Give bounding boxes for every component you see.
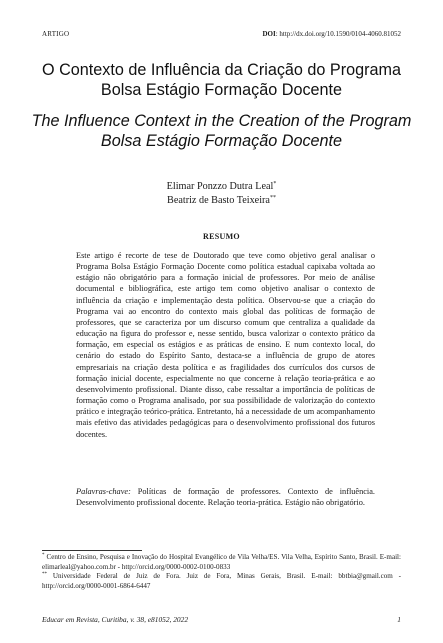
footnote-text: Centro de Ensino, Pesquisa e Inovação do Hospital Evangélico de Vila Velha/ES. Vila Velha, Espírito Santo, Brasil. E-mail: elimarleal@yahoo.com.br - http://orcid.org/0000-0002-0100-0833 [42, 553, 401, 571]
title-english: The Influence Context in the Creation of the Program Bolsa Estágio Formação Docente [31, 112, 412, 150]
footnote-mark: ** [42, 572, 47, 578]
author-footnote-mark[interactable]: ** [269, 195, 276, 201]
doi-link[interactable]: : http://dx.doi.org/10.1590/0104-4060.81052 [275, 30, 401, 38]
page-number: 1 [397, 615, 401, 624]
running-header [42, 28, 401, 40]
abstract-text: Este artigo é recorte de tese de Doutorado que teve como objetivo geral analisar o Programa Bolsa Estágio Formação Docente como política estadual capixaba voltada ao estágio não obrigatório para a formação inicial de professores. Por meio de análise documental e bibliográfica, este artigo tem como objetivo analisar o contexto de influência da criação e implementação desta política. Observou-se que a criação do Programa vai ao encontro do contexto mais global das políticas de formação de professores, que se caracteriza por um discurso comum que centraliza a qualidade da educação na figura do professor e, nesse sentido, busca valorizar o contexto prático da formação, em especial os estágios e as práticas de ensino. E num contexto local, do cenário do estado do Espírito Santo, destaca-se a influência de grupo de atores empresariais na criação desta política e as fragilidades dos currículos dos cursos de formação inicial docente, especialmente no que concerne à relação teoria-prática e ao desenvolvimento profissional. Diante disso, cabe ressaltar a importância de políticas de formação como o Programa analisado, por sua possibilidade de valorização do contexto prático e integração teórico-prática. Entretanto, há a necessidade de um acompanhamento mais efetivo das atividades pedagógicas para o desenvolvimento profissional dos futuros docentes. [76, 251, 375, 439]
doi-line [262, 28, 401, 40]
footnote-text: Universidade Federal de Juiz de Fora. Juiz de Fora, Minas Gerais, Brasil. E-mail: bbtbia@gmail.com - http://orcid.org/0000-0001-6864-6447 [42, 572, 401, 590]
footnote-divider [42, 550, 142, 551]
footnote-2 [42, 572, 401, 591]
authors [30, 180, 413, 208]
keywords-label: Palavras-chave: [76, 487, 131, 496]
author-2 [30, 194, 413, 208]
doi-label: DOI [262, 30, 276, 38]
footnotes [42, 553, 401, 591]
title-portuguese: O Contexto de Influência da Criação do Programa Bolsa Estágio Formação Docente [41, 61, 402, 99]
author-name: Elimar Ponzzo Dutra Leal [166, 181, 274, 192]
keywords-text: Políticas de formação de professores. Contexto de influência. Desenvolvimento profissional docente. Relação teoria-prática. Estágio não obrigatório. [76, 487, 375, 508]
section-label: ARTIGO [42, 30, 70, 38]
keywords [76, 486, 375, 508]
author-name: Beatriz de Basto Teixeira [167, 195, 270, 206]
footnote-mark: * [42, 553, 45, 558]
abstract-heading: RESUMO [203, 232, 240, 241]
journal-citation: Educar em Revista, Curitiba, v. 38, e81052, 2022 [42, 615, 189, 624]
footnote-1 [42, 553, 401, 572]
running-footer [42, 614, 401, 626]
author-1 [30, 180, 413, 194]
author-footnote-mark[interactable]: * [273, 181, 277, 187]
